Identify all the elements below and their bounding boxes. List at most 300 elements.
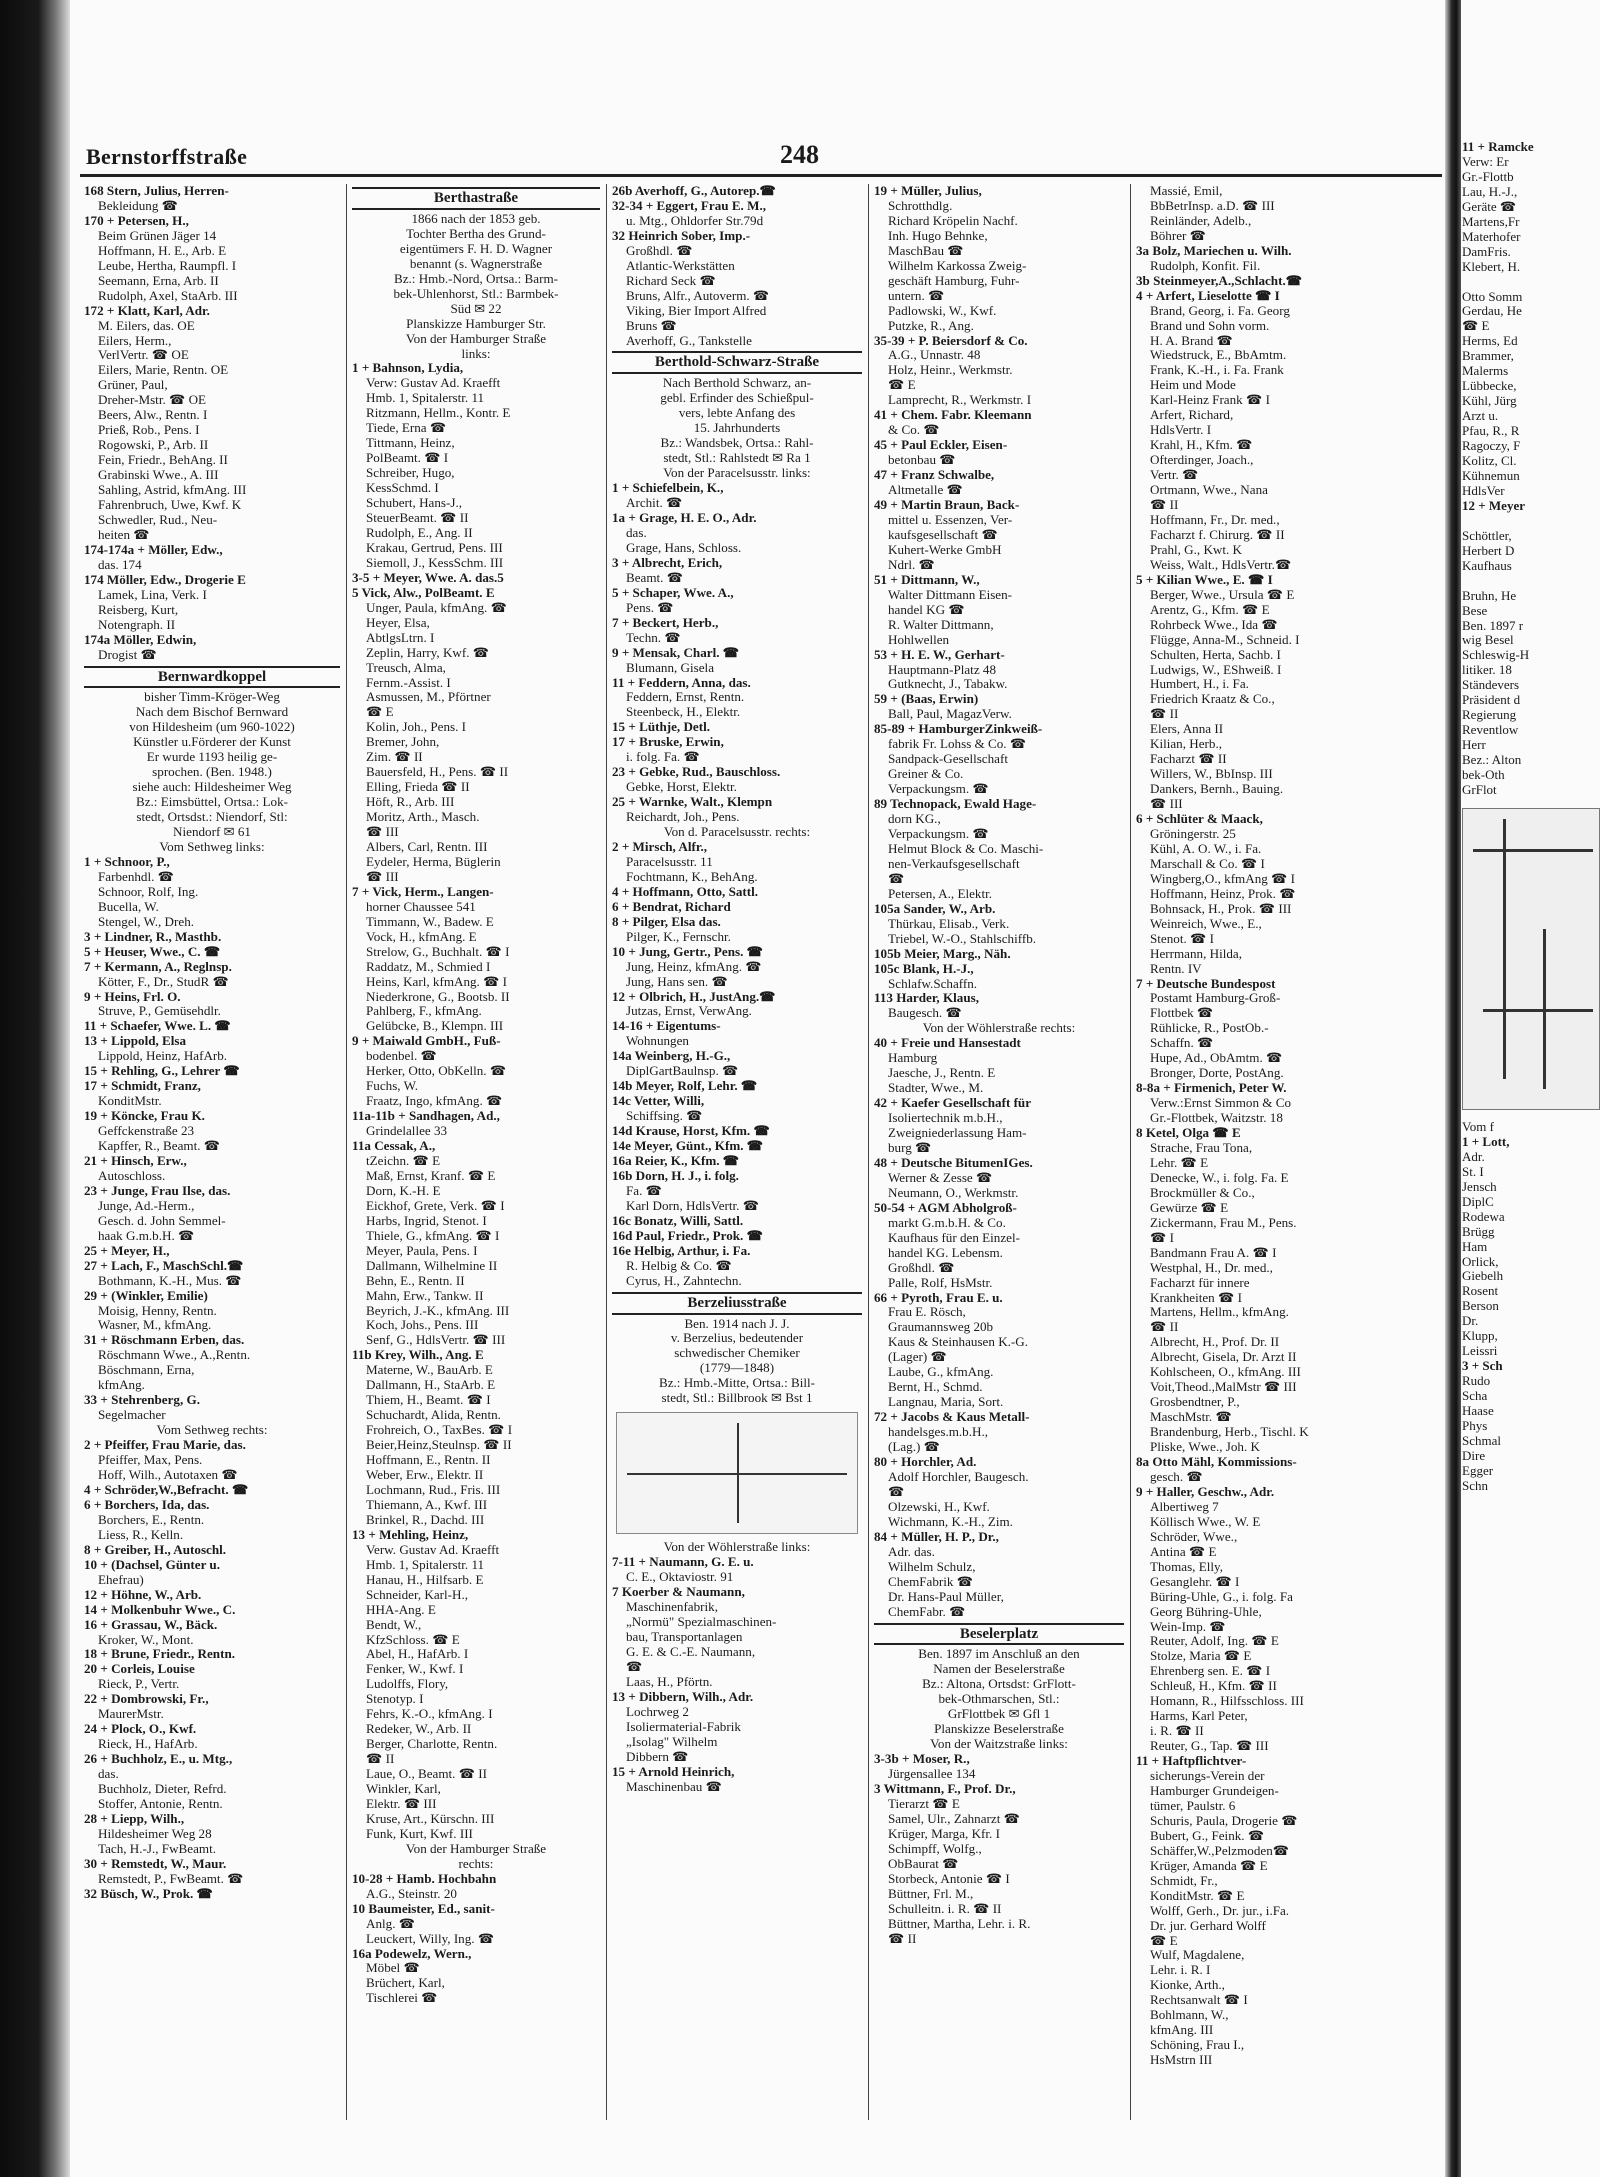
resident-line: Tiede, Erna ☎ xyxy=(366,421,447,436)
resident-line: Harms, Karl Peter, xyxy=(1150,1709,1248,1724)
house-entry: 66 + Pyroth, Frau E. u. xyxy=(874,1290,1003,1305)
resident-line: Ludolffs, Flory, xyxy=(366,1677,449,1692)
resident-line: Hupe, Ad., ObAmtm. ☎ xyxy=(1150,1051,1283,1066)
resident-line: i. folg. Fa. ☎ xyxy=(626,750,700,765)
street-heading: Berzeliusstraße xyxy=(612,1292,862,1315)
house-entry: 6 + Borchers, Ida, das. xyxy=(84,1497,210,1512)
strip-line: Pfau, R., R xyxy=(1462,423,1520,439)
street-info-line: Süd ✉ 22 xyxy=(450,301,502,316)
strip-line: Egger xyxy=(1462,1462,1494,1478)
resident-line: Kruse, Art., Kürschn. III xyxy=(366,1811,495,1826)
resident-line: Böhrer ☎ xyxy=(1150,228,1206,243)
house-entry: 7 + Vick, Herm., Langen- xyxy=(352,884,494,899)
resident-line: ☎ II xyxy=(1150,1320,1179,1335)
resident-line: Weiss, Walt., HdlsVertr.☎ xyxy=(1150,557,1292,572)
resident-line: Leube, Hertha, Raumpfl. I xyxy=(98,258,237,273)
house-entry: 12 + Olbrich, H., JustAng.☎ xyxy=(612,989,776,1004)
resident-line: Seemann, Erna, Arb. II xyxy=(98,273,219,288)
street-info-line: Bz.: Hmb.-Mitte, Ortsa.: Bill- xyxy=(658,1376,816,1391)
strip-line xyxy=(1462,514,1600,529)
resident-line: Bernt, H., Schmd. xyxy=(888,1380,983,1395)
resident-line: Schaffn. ☎ xyxy=(1150,1036,1214,1051)
resident-line: Ball, Paul, MagazVerw. xyxy=(888,707,1012,722)
strip-line: Rudo xyxy=(1462,1373,1491,1389)
column-5 xyxy=(1136,184,1436,2120)
resident-line: ☎ II xyxy=(366,1752,395,1767)
resident-line: Isoliertechnik m.b.H., xyxy=(888,1111,1003,1126)
strip-line: Bese xyxy=(1462,602,1488,618)
resident-line: Lamprecht, R., Werkmstr. I xyxy=(888,393,1032,408)
resident-line: Verw. Gustav Ad. Kraefft xyxy=(366,1542,500,1557)
street-info-line: Von der Wöhlerstraße links: xyxy=(663,1540,811,1555)
resident-line: handelsges.m.b.H., xyxy=(888,1425,989,1440)
house-entry: 8-8a + Firmenich, Peter W. xyxy=(1136,1081,1287,1096)
resident-line: Schulten, Herta, Sachb. I xyxy=(1150,647,1281,662)
resident-line: Struve, P., Gemüsehdlr. xyxy=(98,1004,221,1019)
house-entry: 29 + (Winkler, Emilie) xyxy=(84,1288,208,1303)
resident-line: Krüger, Amanda ☎ E xyxy=(1150,1858,1268,1873)
street-info-line: Von der Paracelsusstr. links: xyxy=(663,466,811,481)
strip-line: Klebert, H. xyxy=(1462,258,1521,274)
resident-line: Hauptmann-Platz 48 xyxy=(888,662,996,677)
strip-line: Schleswig-H xyxy=(1462,647,1530,663)
resident-line: Maschinenbau ☎ xyxy=(626,1779,722,1794)
resident-line: Remstedt, P., FwBeamt. ☎ xyxy=(98,1871,244,1886)
street-info-line: schwedischer Chemiker xyxy=(674,1346,800,1361)
house-entry: 15 + Rehling, G., Lehrer ☎ xyxy=(84,1064,240,1079)
strip-line: Brammer, xyxy=(1462,348,1514,364)
resident-line: Schäffer,W.,Pelzmoden☎ xyxy=(1150,1843,1290,1858)
strip-line: bek-Oth xyxy=(1462,767,1505,783)
resident-line: Eydeler, Herma, Büglerin xyxy=(366,854,501,869)
house-entry: 4 + Schröder,W.,Befracht. ☎ xyxy=(84,1482,249,1497)
resident-line: Weber, Erw., Elektr. II xyxy=(366,1468,484,1483)
strip-line: Geräte ☎ xyxy=(1462,198,1517,214)
resident-line: Krankheiten ☎ I xyxy=(1150,1290,1242,1305)
resident-line: Tittmann, Heinz, xyxy=(366,436,455,451)
resident-line: Laas, H., Pförtn. xyxy=(626,1674,713,1689)
resident-line: Reuter, G., Tap. ☎ III xyxy=(1150,1739,1269,1754)
resident-line: Lochrweg 2 xyxy=(626,1704,689,1719)
resident-line: Abel, H., HafArb. I xyxy=(366,1647,469,1662)
resident-line: Gewürze ☎ E xyxy=(1150,1200,1229,1215)
resident-line: H. A. Brand ☎ xyxy=(1150,333,1233,348)
resident-line: Jaesche, J., Rentn. E xyxy=(888,1066,996,1081)
resident-line: ☎ III xyxy=(366,825,399,840)
resident-line: Drogist ☎ xyxy=(98,647,157,662)
resident-line: Willers, W., BbInsp. III xyxy=(1150,767,1273,782)
resident-line: Stolze, Maria ☎ E xyxy=(1150,1649,1252,1664)
house-entry: 23 + Gebke, Rud., Bauschloss. xyxy=(612,765,781,780)
resident-line: Elektr. ☎ III xyxy=(366,1796,437,1811)
resident-line: Pliske, Wwe., Joh. K xyxy=(1150,1440,1260,1455)
house-entry: 35-39 + P. Beiersdorf & Co. xyxy=(874,333,1028,348)
house-entry: 16a Reier, K., Kfm. ☎ xyxy=(612,1154,740,1168)
street-info-line: Bz.: Wandsbek, Ortsa.: Rahl- xyxy=(660,436,814,451)
resident-line: haak G.m.b.H. ☎ xyxy=(98,1228,195,1243)
resident-line: ChemFabrik ☎ xyxy=(888,1574,974,1589)
resident-line: Heim und Mode xyxy=(1150,378,1236,393)
resident-line: Hmb. 1, Spitalerstr. 11 xyxy=(366,391,485,406)
street-info-line: Von der Waitzstraße links: xyxy=(930,1737,1068,1752)
resident-line: Fenker, W., Kwf. I xyxy=(366,1662,464,1677)
resident-line: Liess, R., Kelln. xyxy=(98,1527,184,1542)
resident-line: Facharzt für innere xyxy=(1150,1275,1250,1290)
strip-line: Kühnemun xyxy=(1462,467,1520,483)
street-info-line: Planskizze Hamburger Str. xyxy=(406,316,546,331)
street-heading: Berthastraße xyxy=(352,187,600,210)
resident-line: Palle, Rolf, HsMstr. xyxy=(888,1275,993,1290)
street-info-line: 1866 nach der 1853 geb. xyxy=(411,211,541,226)
house-entry: 3 + Lindner, R., Masthb. xyxy=(84,929,222,944)
resident-line: Timmann, W., Badew. E xyxy=(366,914,494,929)
house-entry: 22 + Dombrowski, Fr., xyxy=(84,1692,209,1707)
resident-line: & Co. ☎ xyxy=(888,423,940,438)
resident-line: Borchers, E., Rentn. xyxy=(98,1512,205,1527)
resident-line: Pens. ☎ xyxy=(626,600,674,615)
resident-line: HdlsVertr. I xyxy=(1150,423,1212,438)
resident-line: Eilers, Marie, Rentn. OE xyxy=(98,363,229,378)
resident-line: Wasner, M., kfmAng. xyxy=(98,1318,212,1333)
resident-line: Maschinenfabrik, xyxy=(626,1600,718,1615)
house-entry: 105b Meier, Marg., Näh. xyxy=(874,946,1011,961)
house-entry: 17 + Bruske, Erwin, xyxy=(612,735,724,750)
resident-line: Schwedler, Rud., Neu- xyxy=(98,512,218,527)
resident-line: Kionke, Arth., xyxy=(1150,1978,1225,1993)
house-entry: 13 + Mehling, Heinz, xyxy=(352,1527,469,1542)
resident-line: „Normü" Spezialmaschinen- xyxy=(626,1615,777,1630)
street-info-line: (1779—1848) xyxy=(699,1361,775,1376)
street-info-line: Vom Sethweg links: xyxy=(159,839,265,854)
street-info-line: Ben. 1914 nach J. J. xyxy=(684,1316,790,1331)
street-info-line: sprochen. (Ben. 1948.) xyxy=(152,765,272,780)
resident-line: Atlantic-Werkstätten xyxy=(626,258,735,273)
strip-line: Schöttler, xyxy=(1462,527,1512,543)
street-info-line: Tochter Bertha des Grund- xyxy=(406,226,546,241)
resident-line: Grüner, Paul, xyxy=(98,378,168,393)
resident-line: Viking, Bier Import Alfred xyxy=(626,303,767,318)
house-entry: 14-16 + Eigentums- xyxy=(612,1019,721,1034)
house-entry: 16a Podewelz, Wern., xyxy=(352,1946,472,1961)
resident-line: Schmidt, Fr., xyxy=(1150,1873,1218,1888)
resident-line: Jürgensallee 134 xyxy=(888,1767,976,1782)
resident-line: Brinkel, R., Dachd. III xyxy=(366,1512,485,1527)
resident-line: Karl Dorn, HdlsVertr. ☎ xyxy=(626,1198,760,1213)
map-street xyxy=(1483,1009,1593,1012)
strip-line: Arzt u. xyxy=(1462,408,1499,424)
resident-line: Raddatz, M., Schmied I xyxy=(366,959,491,974)
resident-line: Rühlicke, R., PostOb.- xyxy=(1150,1021,1269,1036)
house-entry: 6 + Schlüter & Maack, xyxy=(1136,812,1263,827)
street-info-line: Namen der Beselerstraße xyxy=(933,1662,1065,1677)
house-entry: 7 + Deutsche Bundespost xyxy=(1136,976,1276,991)
resident-line: Reinländer, Adelb., xyxy=(1150,213,1252,228)
resident-line: C. E., Oktaviostr. 91 xyxy=(626,1570,734,1585)
strip-line: Rodewa xyxy=(1462,1208,1505,1224)
resident-line: Fuchs, W. xyxy=(366,1079,419,1094)
resident-line: Kroker, W., Mont. xyxy=(98,1632,194,1647)
resident-line: Postamt Hamburg-Groß- xyxy=(1150,991,1281,1006)
street-info-line: Bz.: Eimsbüttel, Ortsa.: Lok- xyxy=(135,795,288,810)
resident-line: ChemFabr. ☎ xyxy=(888,1604,966,1619)
resident-line: Beyrich, J.-K., kfmAng. III xyxy=(366,1303,510,1318)
house-entry: 3 Wittmann, F., Prof. Dr., xyxy=(874,1782,1016,1797)
resident-line: Ortmann, Wwe., Nana xyxy=(1150,483,1268,498)
resident-line: Buchholz, Dieter, Refrd. xyxy=(98,1782,227,1797)
house-entry: 23 + Junge, Frau Ilse, das. xyxy=(84,1183,231,1198)
resident-line: Schnoor, Rolf, Ing. xyxy=(98,884,199,899)
house-entry: 28 + Liepp, Wilh., xyxy=(84,1811,185,1826)
resident-line: Koch, Johs., Pens. III xyxy=(366,1318,479,1333)
resident-line: Stadter, Wwe., M. xyxy=(888,1081,984,1096)
house-entry: 16b Dorn, H. J., i. folg. xyxy=(612,1168,739,1183)
resident-line: ☎ I xyxy=(1150,1230,1174,1245)
strip-line: Regierung xyxy=(1462,707,1517,723)
house-entry: 45 + Paul Eckler, Eisen- xyxy=(874,438,1008,453)
house-entry: 13 + Lippold, Elsa xyxy=(84,1034,187,1049)
resident-line: Kilian, Herb., xyxy=(1150,737,1222,752)
strip-line: Brügg xyxy=(1462,1223,1495,1239)
resident-line: Kolin, Joh., Pens. I xyxy=(366,720,467,735)
directory-page xyxy=(80,140,1442,2120)
resident-line: Niederkrone, G., Bootsb. II xyxy=(366,989,510,1004)
running-head-street: Bernstorffstraße xyxy=(86,144,248,169)
resident-line: Büring-Uhle, G., i. folg. Fa xyxy=(1150,1589,1293,1604)
resident-line: Moisig, Henny, Rentn. xyxy=(98,1303,217,1318)
street-info-line: vers, lebte Anfang des xyxy=(678,406,796,421)
resident-line: BbBetrInsp. a.D. ☎ III xyxy=(1150,198,1275,213)
resident-line: Rudolph, E., Ang. II xyxy=(366,525,473,540)
resident-line: Bothmann, K.-H., Mus. ☎ xyxy=(98,1273,242,1288)
house-entry: 26 + Buchholz, E., u. Mtg., xyxy=(84,1752,233,1767)
resident-line: Hoffmann, E., Rentn. II xyxy=(366,1453,491,1468)
resident-line: Maß, Ernst, Kranf. ☎ E xyxy=(366,1168,496,1183)
resident-line: Strache, Frau Tona, xyxy=(1150,1141,1253,1155)
resident-line: Schiffsing. ☎ xyxy=(626,1109,703,1124)
resident-line: Wilhelm Schulz, xyxy=(888,1559,976,1574)
house-entry: 7-11 + Naumann, G. E. u. xyxy=(612,1555,754,1570)
resident-line: Beamt. ☎ xyxy=(626,570,684,585)
resident-line: Bucella, W. xyxy=(98,899,159,914)
strip-line: Ragoczy, F xyxy=(1462,438,1521,454)
resident-line: Kühl, A. O. W., i. Fa. xyxy=(1150,841,1262,856)
resident-line: Rechtsanwalt ☎ I xyxy=(1150,1993,1248,2008)
resident-line: bodenbel. ☎ xyxy=(366,1049,437,1064)
resident-line: Ofterdinger, Joach., xyxy=(1150,453,1254,468)
house-entry: 10 Baumeister, Ed., sanit- xyxy=(352,1901,495,1916)
house-entry: 3 + Albrecht, Erich, xyxy=(612,555,723,570)
resident-line: Kaus & Steinhausen K.-G. xyxy=(888,1335,1029,1350)
resident-line: Ehefrau) xyxy=(98,1572,144,1587)
house-entry: 10-28 + Hamb. Hochbahn xyxy=(352,1871,497,1886)
resident-line: Unger, Paula, kfmAng. ☎ xyxy=(366,600,507,615)
house-entry: 14a Weinberg, H.-G., xyxy=(612,1049,731,1064)
resident-line: Stenot. ☎ I xyxy=(1150,931,1214,946)
resident-line: Vertr. ☎ xyxy=(1150,468,1199,483)
resident-line: Berger, Charlotte, Rentn. xyxy=(366,1737,498,1752)
street-info-line: Von der Wöhlerstraße rechts: xyxy=(922,1021,1076,1036)
resident-line: Paracelsusstr. 11 xyxy=(626,854,713,869)
resident-line: Elers, Anna II xyxy=(1150,722,1224,737)
resident-line: Petersen, A., Elektr. xyxy=(888,886,993,901)
column-3 xyxy=(612,184,862,2120)
resident-line: Elling, Frieda ☎ II xyxy=(366,780,470,795)
resident-line: Facharzt f. Chirurg. ☎ II xyxy=(1150,527,1285,542)
street-sketch-map xyxy=(616,1412,858,1534)
house-entry: 2 + Pfeiffer, Frau Marie, das. xyxy=(84,1438,246,1453)
resident-line: Averhoff, G., Tankstelle xyxy=(626,333,752,348)
resident-line: G. E. & C.-E. Naumann, xyxy=(626,1644,756,1659)
street-info-line: stedt, Stl.: Rahlstedt ✉ Ra 1 xyxy=(663,451,811,466)
resident-line: KessSchmd. I xyxy=(366,481,439,496)
resident-line: fabrik Fr. Lohss & Co. ☎ xyxy=(888,737,1027,752)
resident-line: Frohreich, O., TaxBes. ☎ I xyxy=(366,1423,513,1438)
house-entry: 14 + Molkenbuhr Wwe., C. xyxy=(84,1602,236,1617)
resident-line: Büttner, Frl. M., xyxy=(888,1886,974,1901)
resident-line: Ehrenberg sen. E. ☎ I xyxy=(1150,1664,1271,1679)
street-info-line: Nach dem Bischof Bernward xyxy=(135,705,289,720)
resident-line: Lehr. i. R. I xyxy=(1150,1963,1211,1978)
resident-line: Techn. ☎ xyxy=(626,630,681,645)
resident-line: Brockmüller & Co., xyxy=(1150,1185,1255,1200)
resident-line: Gesch. d. John Semmel- xyxy=(98,1213,226,1228)
resident-line: HHA-Ang. E xyxy=(366,1602,436,1617)
resident-line: Fraatz, Ingo, kfmAng. ☎ xyxy=(366,1094,503,1109)
resident-line: Böschmann, Erna, xyxy=(98,1363,195,1378)
house-entry: 25 + Meyer, H., xyxy=(84,1243,170,1258)
house-entry: 6 + Bendrat, Richard xyxy=(612,899,731,914)
column-divider xyxy=(606,184,607,2120)
street-info-line: gebl. Erfinder des Schießpul- xyxy=(660,391,814,406)
resident-line: Rieck, H., HafArb. xyxy=(98,1737,198,1752)
strip-line: Lübbecke, xyxy=(1462,378,1517,394)
resident-line: Funk, Kurt, Kwf. III xyxy=(366,1826,473,1841)
house-entry: 8 + Greiber, H., Autoschl. xyxy=(84,1542,227,1557)
resident-line: Frank, K.-H., i. Fa. Frank xyxy=(1150,363,1284,378)
resident-line: dorn KG., xyxy=(888,812,941,827)
house-entry: 53 + H. E. W., Gerhart- xyxy=(874,647,1005,662)
resident-line: Arfert, Richard, xyxy=(1150,408,1234,423)
house-entry: 40 + Freie und Hansestadt xyxy=(874,1036,1021,1051)
resident-line: Albrecht, H., Prof. Dr. II xyxy=(1150,1335,1280,1350)
resident-line: Grabinski Wwe., A. III xyxy=(98,468,219,483)
house-entry: 49 + Martin Braun, Back- xyxy=(874,498,1020,513)
resident-line: Büttner, Martha, Lehr. i. R. xyxy=(888,1916,1031,1931)
resident-line: Reuter, Adolf, Ing. ☎ E xyxy=(1150,1634,1279,1649)
resident-line: Wein-Imp. ☎ xyxy=(1150,1619,1226,1634)
resident-line: Hoff, Wilh., Autotaxen ☎ xyxy=(98,1468,238,1483)
resident-line: ☎ II xyxy=(888,1931,917,1946)
resident-line: das. xyxy=(626,525,647,540)
resident-line: Kaufhaus für den Einzel- xyxy=(888,1230,1020,1245)
strip-line: Verw: Er xyxy=(1462,153,1509,169)
resident-line: „Isolag" Wilhelm xyxy=(626,1734,718,1749)
resident-line: Steenbeck, H., Elektr. xyxy=(626,705,741,720)
resident-line: Fa. ☎ xyxy=(626,1183,662,1198)
house-entry: 32 Heinrich Sober, Imp.- xyxy=(612,228,751,243)
resident-line: Kötter, F., Dr., StudR ☎ xyxy=(98,974,229,989)
resident-line: Moritz, Arth., Masch. xyxy=(366,810,480,825)
resident-line: Archit. ☎ xyxy=(626,496,683,511)
resident-line: Albers, Carl, Rentn. III xyxy=(366,839,488,854)
resident-line: Langnau, Maria, Sort. xyxy=(888,1395,1004,1410)
resident-line: Richard Kröpelin Nachf. xyxy=(888,213,1018,228)
resident-line: Röschmann Wwe., A.,Rentn. xyxy=(98,1348,251,1363)
house-entry: 10 + Jung, Gertr., Pens. ☎ xyxy=(612,944,763,959)
resident-line: gesch. ☎ xyxy=(1150,1469,1203,1484)
street-info-line: links: xyxy=(461,346,491,361)
resident-line: Tierarzt ☎ E xyxy=(888,1796,960,1811)
house-entry: 9 + Heins, Frl. O. xyxy=(84,989,181,1004)
resident-line: Leuckert, Willy, Ing. ☎ xyxy=(366,1931,495,1946)
street-info-line: stedt, Stl.: Billbrook ✉ Bst 1 xyxy=(661,1391,813,1406)
house-entry: 3a Bolz, Mariechen u. Wilh. xyxy=(1136,243,1292,258)
house-entry: 33 + Stehrenberg, G. xyxy=(84,1393,200,1408)
house-entry: 47 + Franz Schwalbe, xyxy=(874,468,995,483)
resident-line: DiplGartBaulnsp. ☎ xyxy=(626,1064,739,1079)
resident-line: Lochmann, Rud., Fris. III xyxy=(366,1482,501,1497)
resident-line: Rohrbeck Wwe., Ida ☎ xyxy=(1150,617,1278,632)
resident-line: Grage, Hans, Schloss. xyxy=(626,540,742,555)
resident-line: Eilers, Herm., xyxy=(98,333,172,348)
resident-line: mittel u. Essenzen, Ver- xyxy=(888,512,1013,527)
strip-line: Kolitz, Cl. xyxy=(1462,453,1517,469)
resident-line: Grosbendtner, P., xyxy=(1150,1395,1240,1410)
street-info-line: Nach Berthold Schwarz, an- xyxy=(662,376,812,391)
resident-line: Senf, G., HdlsVertr. ☎ III xyxy=(366,1333,506,1348)
strip-line: Ständevers xyxy=(1462,677,1520,693)
resident-line: AbtlgsLtrn. I xyxy=(366,630,435,645)
house-entry: 7 + Kermann, A., Reglnsp. xyxy=(84,959,232,974)
house-entry: 1 + Schnoor, P., xyxy=(84,854,170,869)
resident-line: ☎ II xyxy=(1150,707,1179,722)
resident-line: Schlafw.Schaffn. xyxy=(888,976,978,991)
strip-line: Klupp, xyxy=(1462,1328,1498,1344)
strip-line: Orlick, xyxy=(1462,1253,1499,1269)
resident-line: Blumann, Gisela xyxy=(626,660,715,675)
resident-line: Pahlberg, F., kfmAng. xyxy=(366,1004,482,1019)
street-info-line: Bz.: Altona, Ortsdst: GrFlott- xyxy=(922,1677,1076,1692)
resident-line: Farbenhdl. ☎ xyxy=(98,869,174,884)
resident-line: Bandmann Frau A. ☎ I xyxy=(1150,1245,1277,1260)
house-entry: 14b Meyer, Rolf, Lehr. ☎ xyxy=(612,1079,758,1094)
resident-line: Schleuß, H., Kfm. ☎ II xyxy=(1150,1679,1277,1694)
resident-line: Sandpack-Gesellschaft xyxy=(888,752,1008,767)
resident-line: Hoffmann, Heinz, Prok. ☎ xyxy=(1150,886,1296,901)
resident-line: Schuchardt, Alida, Rentn. xyxy=(366,1408,501,1423)
strip-line: DamFris. xyxy=(1462,243,1511,259)
strip-line: HdlsVer xyxy=(1462,482,1505,498)
resident-line: Stoffer, Antonie, Rentn. xyxy=(98,1796,223,1811)
resident-line: Brand, Georg, i. Fa. Georg xyxy=(1150,303,1290,318)
resident-line: Köllisch Wwe., W. E xyxy=(1150,1514,1261,1529)
resident-line: Hamburger Grundeigen- xyxy=(1150,1783,1279,1798)
strip-line: Otto Somm xyxy=(1462,288,1523,304)
column-2 xyxy=(352,184,600,2120)
resident-line: Schuris, Paula, Drogerie ☎ xyxy=(1150,1813,1298,1828)
resident-line: Denecke, W., i. folg. Fa. E xyxy=(1150,1170,1289,1185)
resident-line: Voit,Theod.,MalMstr ☎ III xyxy=(1150,1380,1297,1395)
house-entry: 16c Bonatz, Willi, Sattl. xyxy=(612,1213,744,1228)
strip-line: Dr. xyxy=(1462,1313,1479,1329)
resident-line: Anlg. ☎ xyxy=(366,1916,416,1931)
resident-line: Triebel, W.-O., Stahlschiffb. xyxy=(888,931,1037,946)
resident-line: Jung, Hans sen. ☎ xyxy=(626,974,728,989)
resident-line: nen-Verkaufsgesellschaft xyxy=(888,856,1020,871)
strip-line: 12 + Meyer xyxy=(1462,497,1525,513)
resident-line: Strelow, G., Buchhalt. ☎ I xyxy=(366,944,510,959)
house-entry: 7 Koerber & Naumann, xyxy=(612,1585,745,1600)
